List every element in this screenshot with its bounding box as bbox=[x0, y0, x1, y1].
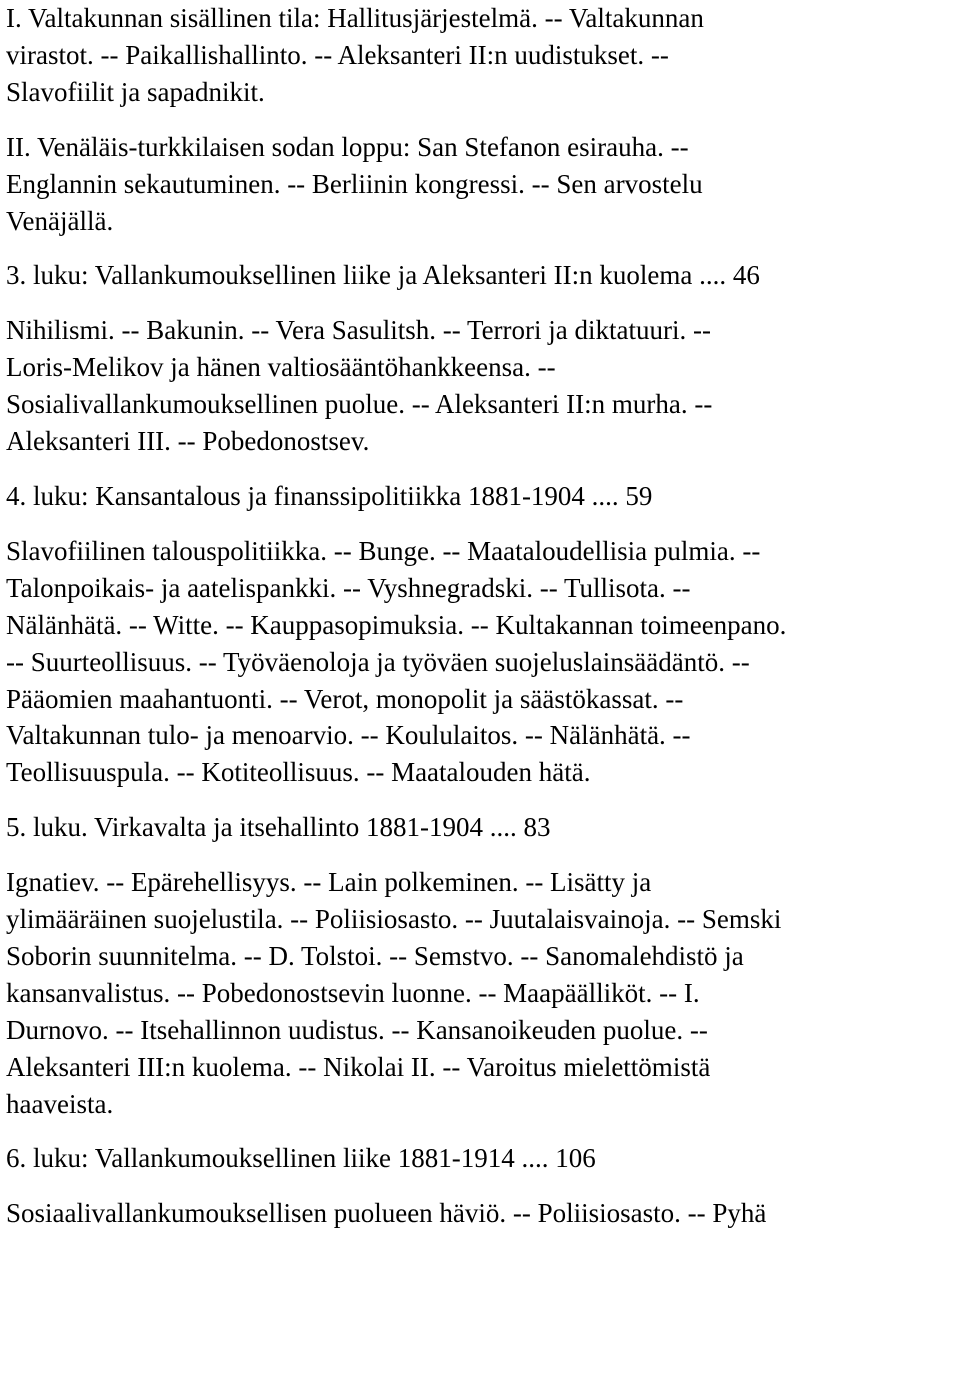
section-paragraph-2 bbox=[6, 129, 956, 240]
text-line: Loris-Melikov ja hänen valtiosääntöhankkeensa. -- bbox=[6, 352, 556, 383]
chapter-title: 6. luku: Vallankumouksellinen liike 1881-1914 .... 106 bbox=[6, 1143, 596, 1174]
chapter-title: 3. luku: Vallankumouksellinen liike ja Aleksanteri II:n kuolema .... 46 bbox=[6, 260, 760, 291]
text-line: virastot. -- Paikallishallinto. -- Aleksanteri II:n uudistukset. -- bbox=[6, 39, 669, 70]
text-line: Nihilismi. -- Bakunin. -- Vera Sasulitsh. -- Terrori ja diktatuuri. -- bbox=[6, 315, 711, 346]
chapter-heading-4 bbox=[6, 478, 956, 515]
text-line: Venäjällä. bbox=[6, 205, 114, 236]
text-line: Teollisuuspula. -- Kotiteollisuus. -- Maatalouden hätä. bbox=[6, 757, 591, 788]
text-line: Sosiaalivallankumouksellisen puolueen häviö. -- Poliisiosasto. -- Pyhä bbox=[6, 1198, 767, 1229]
text-line: Pääomien maahantuonti. -- Verot, monopolit ja säästökassat. -- bbox=[6, 683, 684, 714]
chapter-title: 4. luku: Kansantalous ja finanssipolitiikka 1881-1904 .... 59 bbox=[6, 480, 653, 511]
text-line: Englannin sekautuminen. -- Berliinin kongressi. -- Sen arvostelu bbox=[6, 168, 703, 199]
text-line: Nälänhätä. -- Witte. -- Kauppasopimuksia. -- Kultakannan toimeenpano. bbox=[6, 609, 787, 640]
chapter-summary-6 bbox=[6, 1195, 956, 1232]
chapter-heading-6 bbox=[6, 1140, 956, 1177]
chapter-title: 5. luku. Virkavalta ja itsehallinto 1881-1904 .... 83 bbox=[6, 812, 551, 843]
text-line: Slavofiilit ja sapadnikit. bbox=[6, 76, 265, 107]
text-line: ylimääräinen suojelustila. -- Poliisiosasto. -- Juutalaisvainoja. -- Semski bbox=[6, 904, 782, 935]
text-line: Aleksanteri III:n kuolema. -- Nikolai II. -- Varoitus mielettömistä bbox=[6, 1051, 711, 1082]
text-line: Slavofiilinen talouspolitiikka. -- Bunge. -- Maataloudellisia pulmia. -- bbox=[6, 535, 761, 566]
text-line: Durnovo. -- Itsehallinnon uudistus. -- Kansanoikeuden puolue. -- bbox=[6, 1014, 708, 1045]
text-line: kansanvalistus. -- Pobedonostsevin luonne. -- Maapäälliköt. -- I. bbox=[6, 977, 700, 1008]
text-line: Valtakunnan tulo- ja menoarvio. -- Koululaitos. -- Nälänhätä. -- bbox=[6, 720, 691, 751]
document-page bbox=[6, 0, 956, 1232]
text-line: -- Suurteollisuus. -- Työväenoloja ja työväen suojeluslainsäädäntö. -- bbox=[6, 646, 750, 677]
text-line: Aleksanteri III. -- Pobedonostsev. bbox=[6, 426, 370, 457]
text-line: Ignatiev. -- Epärehellisyys. -- Lain polkeminen. -- Lisätty ja bbox=[6, 867, 652, 898]
section-paragraph-1 bbox=[6, 0, 956, 111]
chapter-summary-5 bbox=[6, 864, 956, 1122]
text-line: haaveista. bbox=[6, 1088, 114, 1119]
chapter-heading-5 bbox=[6, 809, 956, 846]
chapter-summary-4 bbox=[6, 533, 956, 791]
chapter-summary-3 bbox=[6, 312, 956, 460]
chapter-heading-3 bbox=[6, 257, 956, 294]
text-line: I. Valtakunnan sisällinen tila: Hallitusjärjestelmä. -- Valtakunnan bbox=[6, 3, 704, 33]
text-line: II. Venäläis-turkkilaisen sodan loppu: San Stefanon esirauha. -- bbox=[6, 131, 689, 162]
text-line: Talonpoikais- ja aatelispankki. -- Vyshnegradski. -- Tullisota. -- bbox=[6, 572, 691, 603]
text-line: Soborin suunnitelma. -- D. Tolstoi. -- Semstvo. -- Sanomalehdistö ja bbox=[6, 940, 744, 971]
text-line: Sosialivallankumouksellinen puolue. -- Aleksanteri II:n murha. -- bbox=[6, 389, 713, 420]
